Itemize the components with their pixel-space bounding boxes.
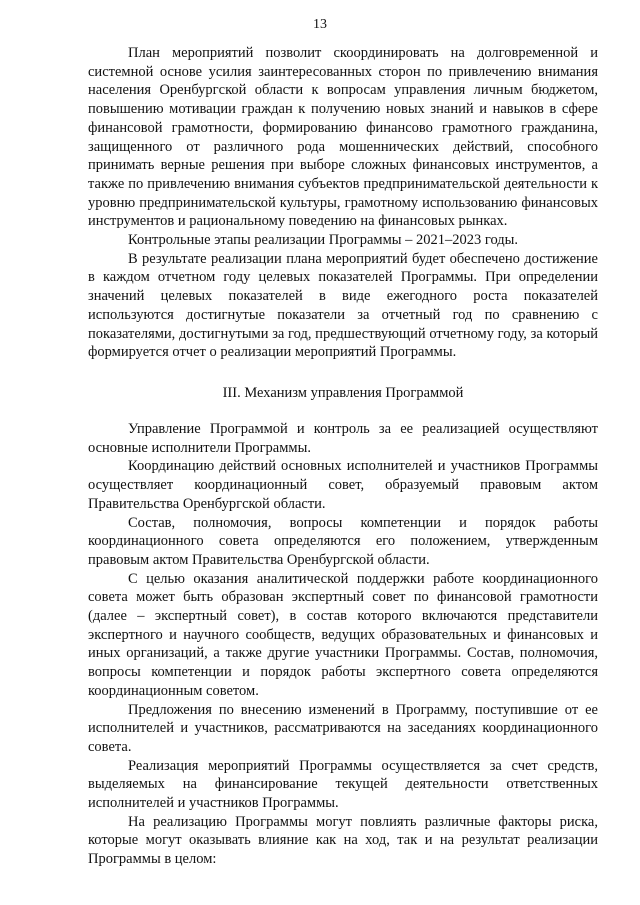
paragraph: Реализация мероприятий Программы осуществляется за счет средств, выделяемых на финансирование текущей деятельности ответственных исполнителей и участников Программы. — [88, 757, 598, 812]
section-heading: III. Механизм управления Программой — [222, 385, 464, 401]
paragraph: Предложения по внесению изменений в Программу, поступившие от ее исполнителей и участников, рассматриваются на заседаниях координационного совета. — [88, 701, 598, 755]
paragraph: На реализацию Программы могут повлиять различные факторы риска, которые могут оказывать влияние как на ход, так и на результат реализации Программы в целом: — [88, 813, 598, 868]
paragraph: Координацию действий основных исполнителей и участников Программы осуществляет координационный совет, образуемый правовым актом Правительства Оренбургской области. — [88, 458, 598, 512]
section-program-management — [88, 420, 598, 869]
paragraph: С целью оказания аналитической поддержки работе координационного совета может быть образован экспертный совет по финансовой грамотности (далее – экспертный совет), в состав которого включаются представители экспертного и научного сообществ, ведущих образовательных и финансовых и иных организаций, а также другие участники Программы. Состав, полномочия, вопросы компетенции и порядок работы экспертного совета определяются координационным советом. — [88, 570, 598, 699]
paragraph: В результате реализации плана мероприятий будет обеспечено достижение в каждом отчетном году целевых показателей Программы. При определении значений целевых показателей в виде ежегодного роста показателей используются достигнутые показатели за отчетный год по сравнению с показателями, достигнутыми за год, предшествующий отчетному году, за который формируется отчет о реализации мероприятий Программы. — [88, 250, 598, 361]
section-program-implementation — [88, 44, 598, 362]
paragraph: Контрольные этапы реализации Программы – 2021–2023 годы. — [128, 232, 519, 249]
paragraph: План мероприятий позволит скоординировать на долговременной и системной основе усилия заинтересованных сторон по привлечению внимания населения Оренбургской области к вопросам управления личным бюджетом, повышению мотивации граждан к получению новых знаний и навыков в сфере финансовой грамотности, формированию финансово грамотного гражданина, защищенного от различного рода мошеннических действий, способного принимать верные решения при выборе сложных финансовых инструментов, а также по привлечению внимания субъектов предпринимательской деятельности к уровню предпринимательской культуры, грамотному использованию финансовых инструментов и рациональному поведению на финансовых рынках. — [88, 45, 598, 230]
paragraph: Управление Программой и контроль за ее реализацией осуществляют основные исполнители Программы. — [88, 421, 598, 456]
page-number: 13 — [313, 17, 327, 32]
paragraph: Состав, полномочия, вопросы компетенции и порядок работы координационного совета определяются его положением, утвержденным правовым актом Правительства Оренбургской области. — [88, 514, 598, 568]
